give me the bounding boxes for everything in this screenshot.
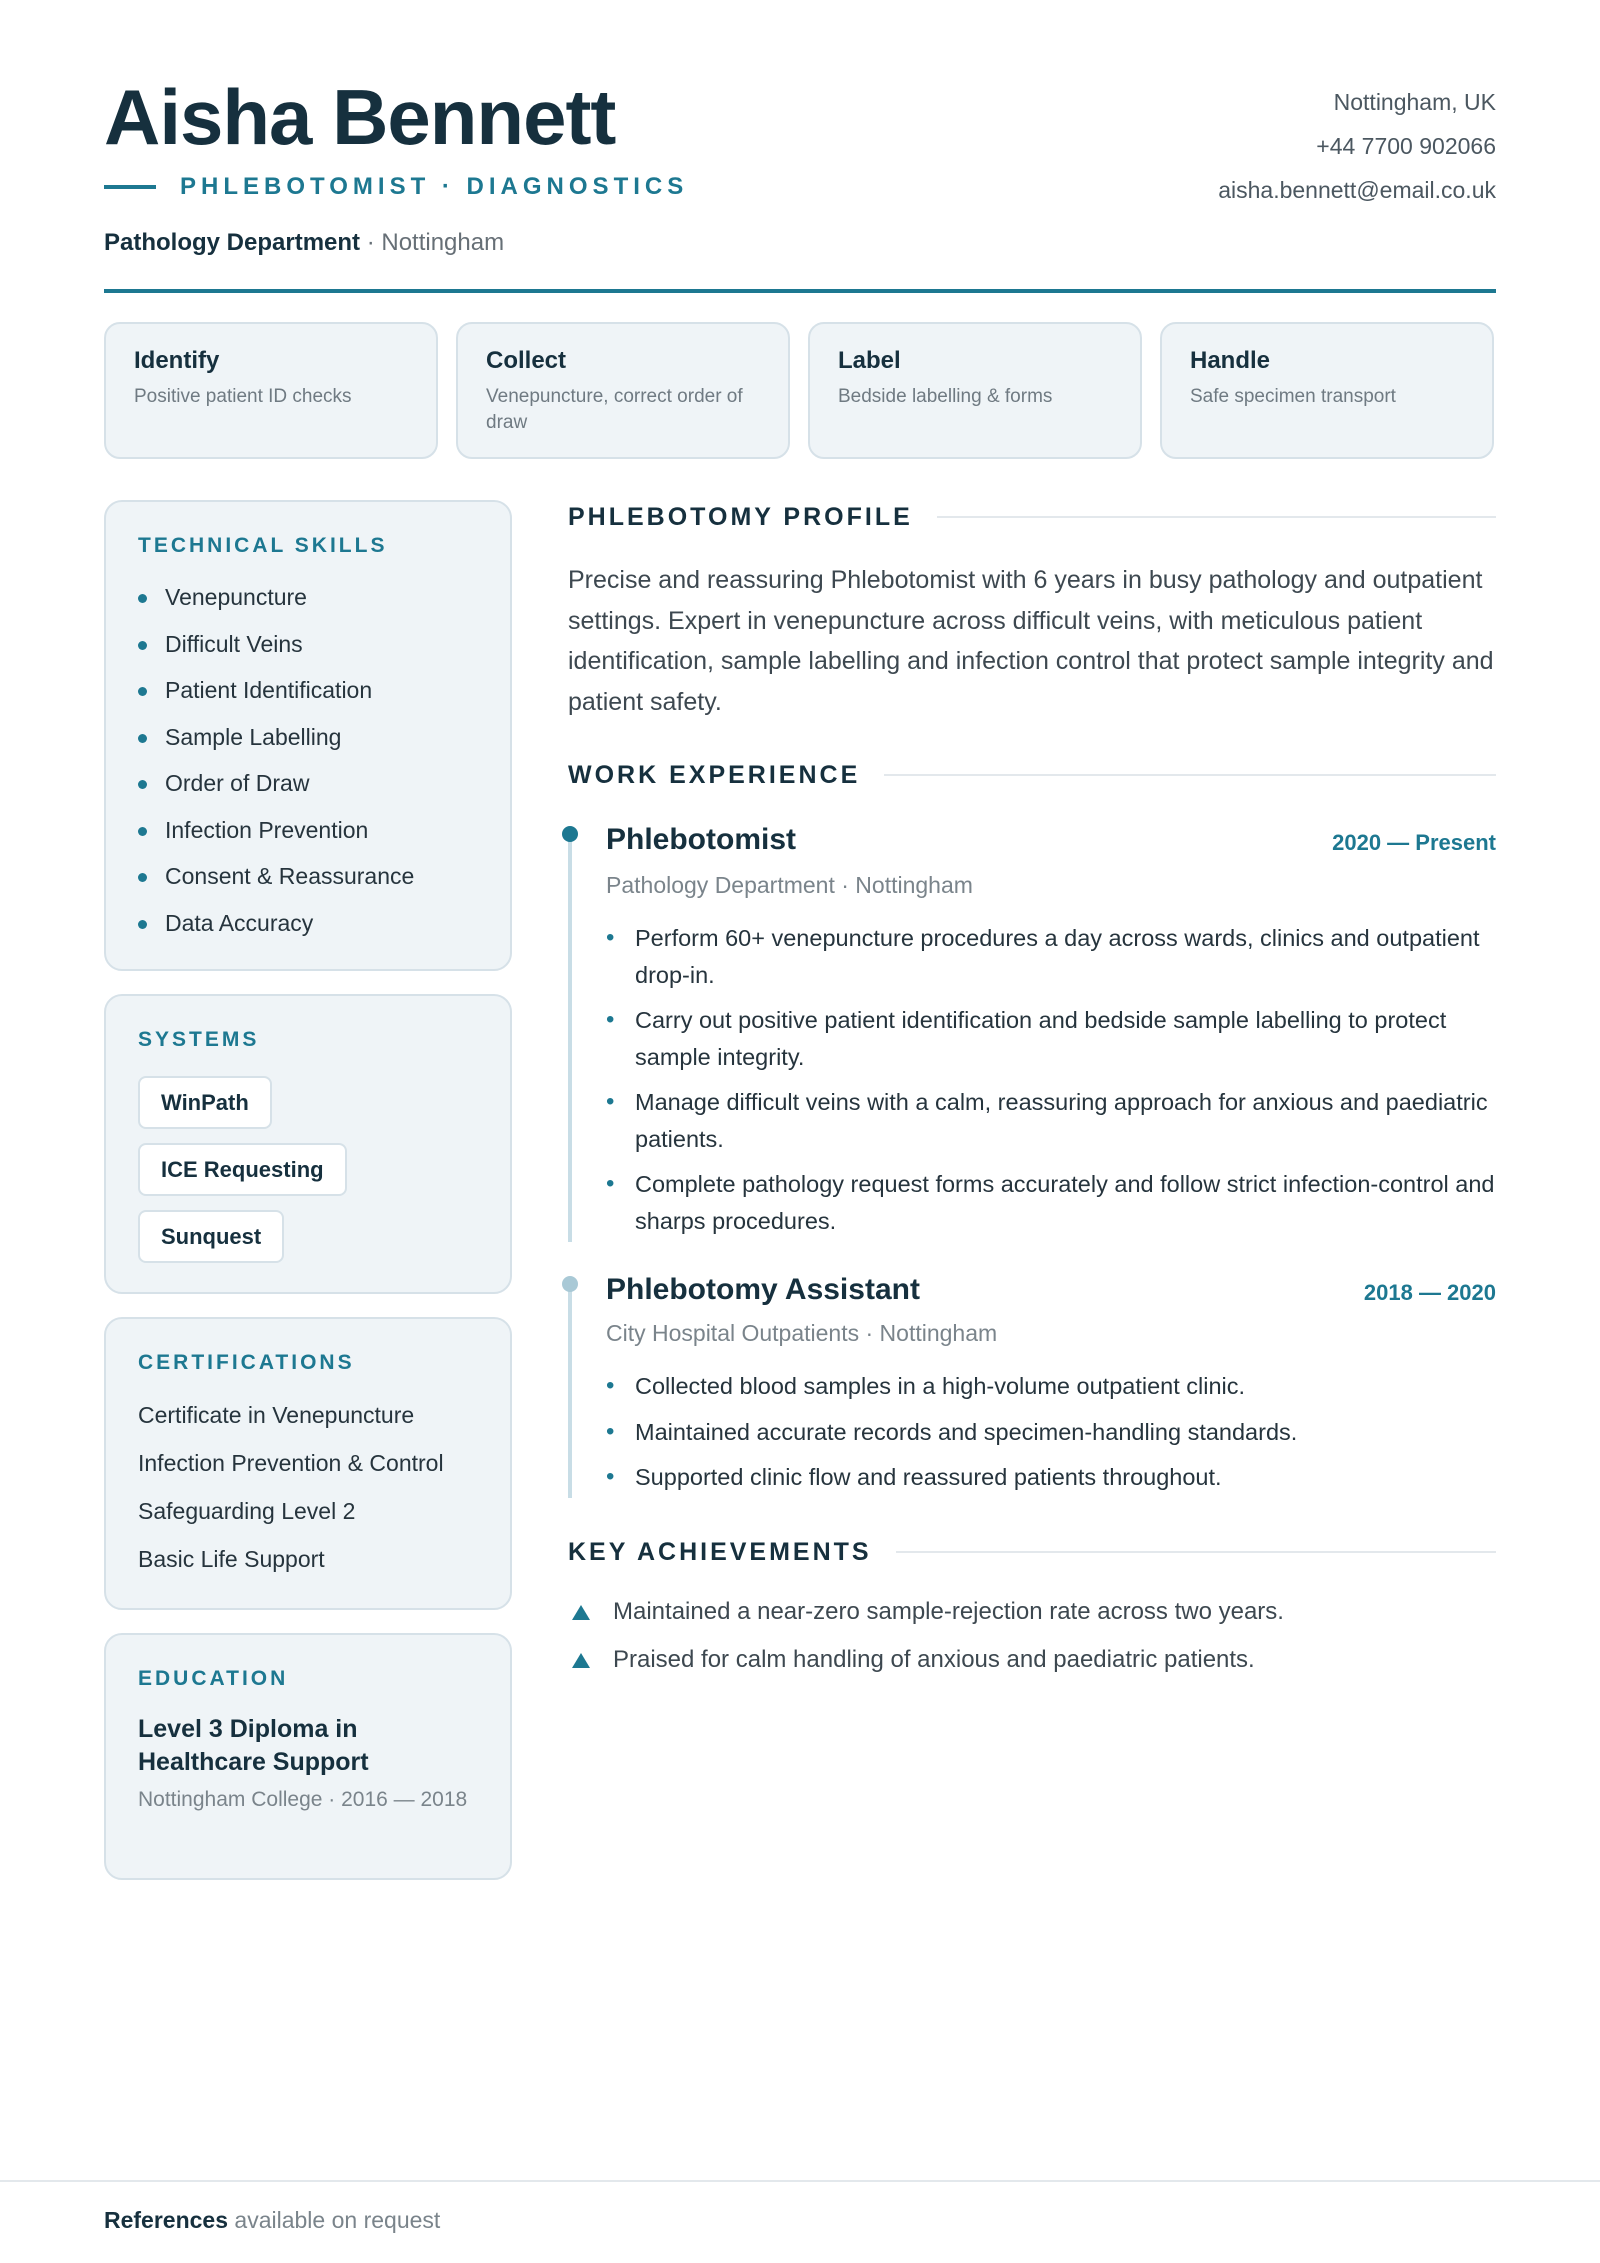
skill-item: Venepuncture: [138, 576, 478, 623]
job-dates: 2020 — Present: [1332, 830, 1496, 855]
technical-skills-title: TECHNICAL SKILLS: [138, 534, 388, 557]
contact-phone: +44 7700 902066: [1316, 133, 1496, 159]
card-title: Label: [838, 347, 901, 374]
education-box: [104, 1633, 512, 1880]
section-rule: [937, 516, 1496, 518]
timeline-line: [568, 1282, 572, 1498]
job-place: City Hospital Outpatients · Nottingham: [606, 1320, 998, 1346]
certification-item: Safeguarding Level 2: [138, 1498, 356, 1524]
education-title: EDUCATION: [138, 1667, 289, 1690]
job-bullet: • Perform 60+ venepuncture procedures a day across wards, clinics and outpatient drop-in.: [606, 920, 1496, 993]
skill-item: Order of Draw: [138, 762, 478, 809]
section-rule: [884, 774, 1496, 776]
skill-item: Sample Labelling: [138, 716, 478, 763]
role-row: [104, 172, 688, 202]
job-title: Phlebotomist: [606, 823, 797, 856]
card-description: Venepuncture, correct order of draw: [486, 386, 743, 433]
triangle-icon: [572, 1653, 590, 1668]
experience-heading: [568, 758, 1496, 792]
skill-item: Infection Prevention: [138, 809, 478, 856]
card-description: Safe specimen transport: [1190, 386, 1396, 407]
footer-text: available on request: [228, 2207, 441, 2233]
candidate-name: Aisha Bennett: [104, 73, 616, 161]
job-bullet: • Supported clinic flow and reassured patients throughout.: [606, 1459, 1496, 1496]
certification-item: Basic Life Support: [138, 1546, 325, 1572]
job-dates: 2018 — 2020: [1363, 1280, 1496, 1305]
card-description: Bedside labelling & forms: [838, 386, 1053, 407]
skill-item: Consent & Reassurance: [138, 855, 478, 902]
header-divider: [104, 289, 1496, 293]
achievements-heading: [568, 1535, 1496, 1569]
achievement-item: [568, 1636, 1498, 1684]
certification-item: Certificate in Venepuncture: [138, 1402, 415, 1428]
skill-item: Difficult Veins: [138, 623, 478, 670]
technical-skills-box: [104, 500, 512, 971]
profile-title: PHLEBOTOMY PROFILE: [568, 502, 913, 531]
timeline-line: [568, 834, 572, 1242]
systems-title: SYSTEMS: [138, 1028, 260, 1051]
role-accent-line: [104, 185, 156, 189]
education-degree: Level 3 Diploma in Healthcare Support: [138, 1715, 369, 1776]
footer-bold: References: [104, 2207, 229, 2233]
achievement-item: [568, 1588, 1498, 1636]
certifications-box: [104, 1317, 512, 1610]
card-title: Identify: [134, 347, 220, 374]
department-line: [104, 228, 504, 258]
department-separator: ·: [360, 229, 382, 256]
system-chip: ICE Requesting: [138, 1143, 347, 1196]
timeline-dot: [562, 826, 578, 842]
profile-heading: [568, 500, 1496, 534]
card-identify: [104, 322, 438, 459]
card-description: Positive patient ID checks: [134, 386, 352, 407]
contact-block: [1218, 80, 1496, 212]
contact-location: Nottingham, UK: [1333, 89, 1496, 115]
triangle-icon: [572, 1605, 590, 1620]
footer-divider: [0, 2180, 1600, 2182]
system-chip: WinPath: [138, 1076, 272, 1129]
certifications-title: CERTIFICATIONS: [138, 1351, 355, 1374]
achievement-text: Praised for calm handling of anxious and paediatric patients.: [613, 1646, 1255, 1673]
contact-email: aisha.bennett@email.co.uk: [1218, 177, 1496, 203]
job-bullets: [606, 1368, 1496, 1505]
job-title: Phlebotomy Assistant: [606, 1273, 920, 1306]
department-name: Pathology Department: [104, 229, 361, 256]
department-city: Nottingham: [381, 229, 505, 256]
job-bullet: • Complete pathology request forms accurately and follow strict infection-control and sharps procedures.: [606, 1166, 1496, 1239]
section-rule: [896, 1551, 1496, 1553]
job-place: Pathology Department · Nottingham: [606, 872, 973, 898]
card-handle: [1160, 322, 1494, 459]
footer-note: [104, 2205, 440, 2235]
certification-item: Infection Prevention & Control: [138, 1450, 444, 1476]
systems-box: [104, 994, 512, 1294]
technical-skills-list: [138, 576, 478, 948]
achievements-title: KEY ACHIEVEMENTS: [568, 1537, 872, 1566]
job-bullet: • Collected blood samples in a high-volume outpatient clinic.: [606, 1368, 1496, 1405]
job-bullet: • Manage difficult veins with a calm, reassuring approach for anxious and paediatric patients.: [606, 1084, 1496, 1157]
skill-item: Patient Identification: [138, 669, 478, 716]
timeline-dot: [562, 1276, 578, 1292]
card-collect: [456, 322, 790, 459]
achievements-list: [568, 1588, 1498, 1684]
education-meta: Nottingham College · 2016 — 2018: [138, 1788, 468, 1811]
system-chip: Sunquest: [138, 1210, 284, 1263]
systems-list: [138, 1076, 478, 1263]
role-title: PHLEBOTOMIST · DIAGNOSTICS: [180, 173, 689, 200]
job-bullet: • Maintained accurate records and specimen-handling standards.: [606, 1414, 1496, 1451]
card-title: Collect: [486, 347, 567, 374]
achievement-text: Maintained a near-zero sample-rejection rate across two years.: [613, 1598, 1284, 1625]
process-cards: [104, 322, 1496, 459]
experience-title: WORK EXPERIENCE: [568, 760, 861, 789]
job-bullets: [606, 920, 1496, 1248]
profile-summary: Precise and reassuring Phlebotomist with 6 years in busy pathology and outpatient settings. Expert in venepuncture across difficult veins, with meticulous patient identification, sample labelling and infection control that protect sample integrity and patient safety.: [568, 566, 1494, 716]
job-bullet: • Carry out positive patient identification and bedside sample labelling to protect sample integrity.: [606, 1002, 1496, 1075]
certifications-list: [138, 1393, 478, 1585]
skill-item: Data Accuracy: [138, 902, 478, 949]
card-label: [808, 322, 1142, 459]
card-title: Handle: [1190, 347, 1271, 374]
